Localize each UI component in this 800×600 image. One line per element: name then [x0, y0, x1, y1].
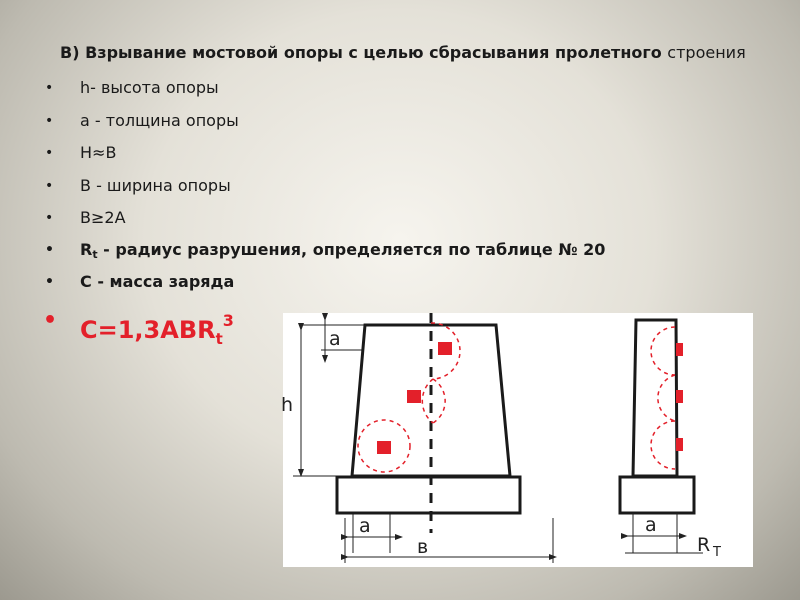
charge-marker [676, 438, 683, 451]
label-a-bottom: a [359, 515, 371, 537]
side-view [620, 320, 721, 560]
bullet-dot: • [45, 113, 54, 129]
label-rt-subscript: T [713, 545, 721, 560]
label-h: h [281, 394, 294, 416]
radius-subscript: t [92, 248, 98, 261]
bullet-thickness [45, 111, 239, 131]
bullet-dot: • [45, 210, 54, 226]
bullet-b-ge-2a [45, 208, 126, 228]
label-a-side: a [645, 514, 657, 536]
formula-text [80, 311, 234, 348]
bullet-height [45, 78, 219, 98]
charge-marker [438, 342, 452, 355]
bullet-text: h- высота опоры [80, 78, 219, 97]
charge-marker [407, 390, 421, 403]
pier-body [352, 325, 510, 476]
bullet-dot: • [45, 274, 54, 290]
charge-marker [377, 441, 391, 454]
bullet-text: B - ширина опоры [80, 176, 231, 195]
bullet-text: B≥2A [80, 208, 126, 227]
charge-formula [43, 306, 234, 354]
bullet-dot: • [45, 178, 54, 194]
formula-exponent: 3 [222, 311, 234, 330]
formula-main: C=1,3ABR [80, 316, 216, 344]
side-pier-base [620, 477, 694, 513]
pier-diagram [283, 313, 753, 567]
bullet-text [80, 240, 605, 259]
side-dimensions [625, 513, 703, 553]
radius-symbol: R [80, 240, 93, 259]
label-rt: R [697, 534, 711, 556]
label-a-top: a [329, 328, 341, 350]
pier-base [337, 477, 520, 513]
pier-diagram-svg [283, 313, 753, 567]
bullet-dot: • [43, 308, 58, 333]
front-view [281, 313, 553, 563]
bullet-radius [45, 240, 606, 265]
bullet-dot: • [45, 145, 54, 161]
charge-marker [676, 390, 683, 403]
heading-regular: строения [667, 43, 746, 62]
bullet-dot: • [45, 242, 54, 258]
heading-bold: В) Взрывание мостовой опоры с целью сбрасывания пролетного [60, 43, 662, 62]
bullet-h-approx-b [45, 143, 117, 163]
side-pier-body [633, 320, 677, 476]
bullet-text: C - масса заряда [80, 272, 235, 291]
label-b: в [417, 536, 429, 558]
formula-subscript: t [215, 330, 223, 348]
bullet-charge-mass [45, 272, 235, 292]
slide-heading [60, 42, 746, 64]
radius-description: - радиус разрушения, определяется по таблице № 20 [97, 240, 606, 259]
bullet-dot: • [45, 80, 54, 96]
bullet-width [45, 176, 231, 196]
charge-marker [676, 343, 683, 356]
bullet-text: a - толщина опоры [80, 111, 239, 130]
bullet-text: H≈B [80, 143, 117, 162]
